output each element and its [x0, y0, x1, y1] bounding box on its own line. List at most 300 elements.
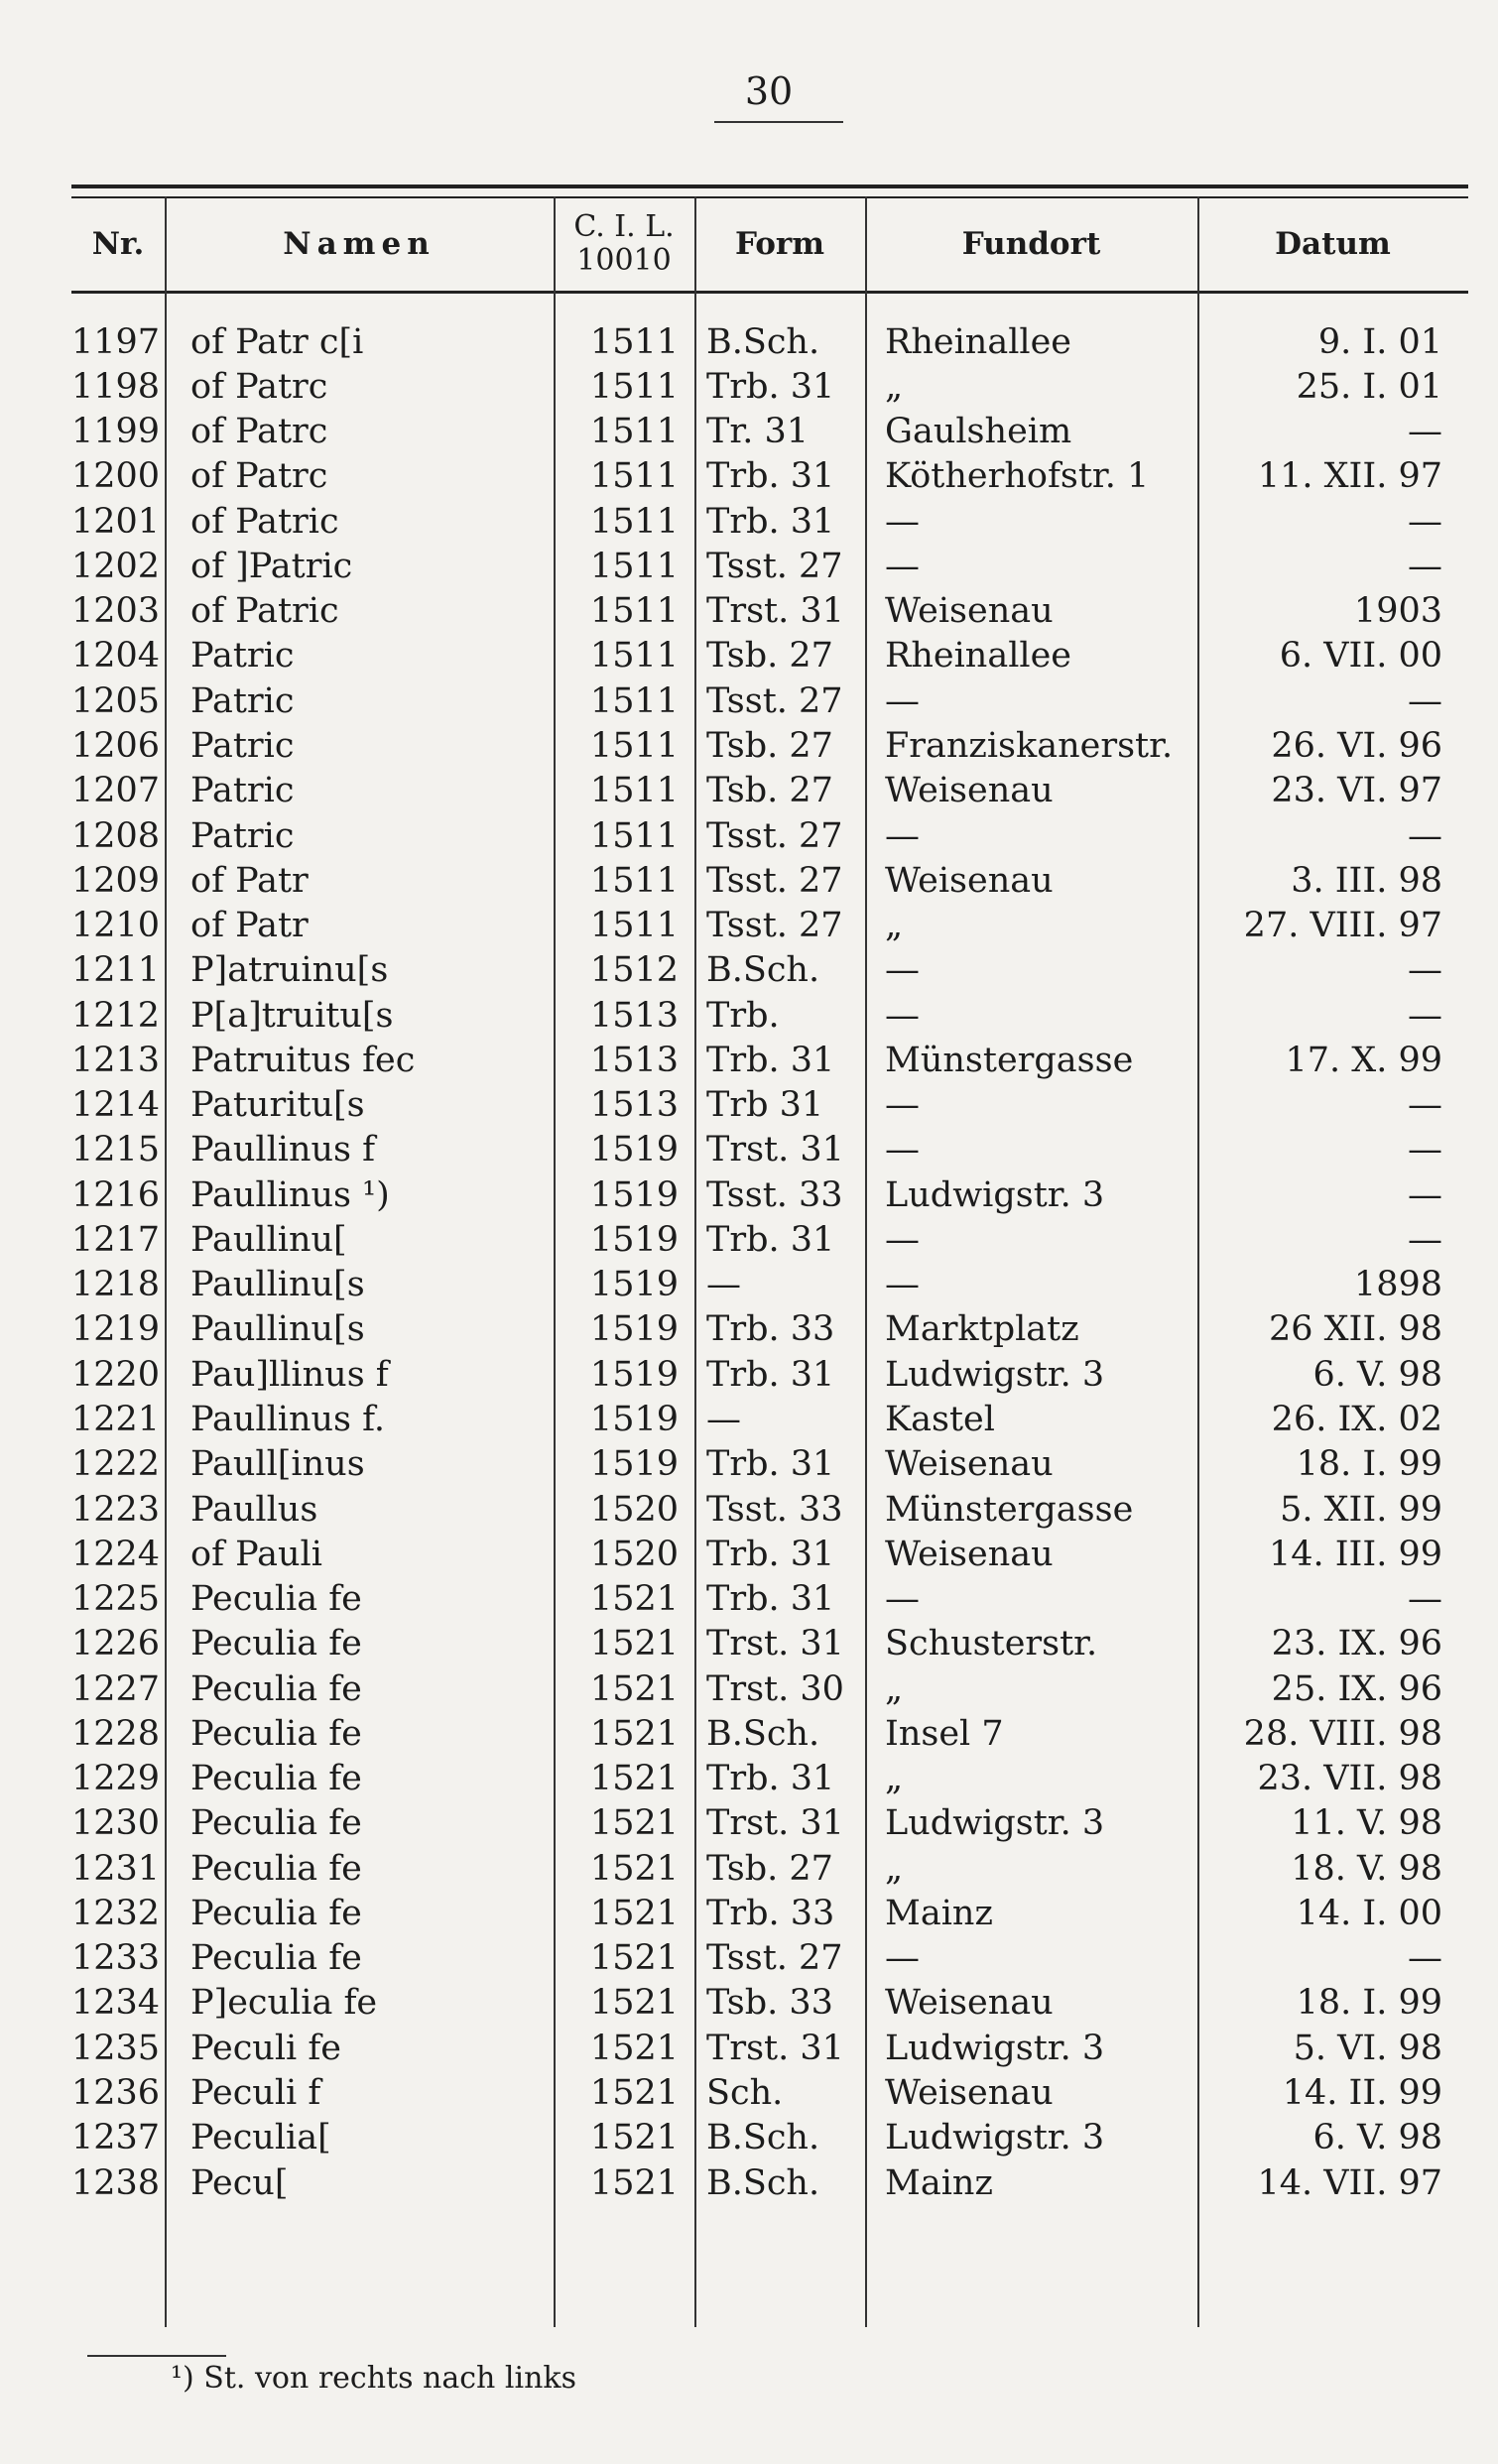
cell-cil: 1521 [589, 2072, 679, 2113]
cell-datum: 18. I. 99 [1296, 1983, 1442, 2024]
cell-nr: 1210 [71, 906, 161, 946]
cell-name: Paullinus ¹) [190, 1174, 390, 1215]
cell-fundort: Ludwigstr. 3 [885, 2118, 1105, 2158]
cell-name: of Patr [190, 906, 309, 946]
cell-fundort: Ludwigstr. 3 [885, 1174, 1105, 1215]
cell-fundort: — [885, 1130, 920, 1170]
cell-fundort: — [885, 815, 920, 856]
cell-datum: — [1408, 815, 1442, 856]
column-header-datum: Datum [1275, 226, 1391, 262]
cell-nr: 1205 [71, 680, 161, 721]
table-row [71, 2116, 1468, 2160]
cell-name: P]atruinu[s [190, 950, 389, 991]
cell-fundort: „ [885, 1759, 904, 1799]
cell-datum: 26. VI. 96 [1271, 726, 1442, 767]
cell-datum: 5. VI. 98 [1293, 2028, 1442, 2068]
cell-form: Tr. 31 [706, 412, 810, 452]
cell-name: P[a]truitu[s [190, 995, 394, 1036]
cell-nr: 1200 [71, 456, 161, 497]
cell-form: Tsst. 33 [706, 1489, 843, 1530]
table-row [71, 454, 1468, 499]
cell-nr: 1199 [71, 412, 161, 452]
cell-nr: 1209 [71, 860, 161, 901]
table-row [71, 1532, 1468, 1576]
cell-fundort: Weisenau [885, 2072, 1054, 2113]
cell-nr: 1225 [71, 1579, 161, 1620]
cell-name: Pecu[ [190, 2162, 289, 2203]
cell-cil: 1521 [589, 1803, 679, 1844]
cell-datum: 18. V. 98 [1291, 1848, 1442, 1889]
cell-fundort: — [885, 995, 920, 1036]
cell-form: Trst. 30 [706, 1668, 844, 1709]
cell-nr: 1235 [71, 2028, 161, 2068]
cell-name: Paullinus f [190, 1130, 376, 1170]
cell-cil: 1511 [589, 321, 679, 362]
cell-name: Patric [190, 636, 295, 677]
column-header-form: Form [734, 226, 825, 262]
table-row [71, 813, 1468, 858]
cell-fundort: — [885, 1219, 920, 1260]
header-bottom-rule [71, 291, 1468, 294]
cell-name: Patruitus fec [190, 1040, 416, 1080]
table-row [71, 2070, 1468, 2115]
table-row [71, 2026, 1468, 2070]
cell-name: Peculia[ [190, 2118, 331, 2158]
cell-fundort: Ludwigstr. 3 [885, 1803, 1105, 1844]
cell-cil: 1521 [589, 2162, 679, 2203]
table-row [71, 1757, 1468, 1801]
cell-cil: 1511 [589, 771, 679, 811]
cell-name: of Patrc [190, 366, 328, 407]
cell-name: of ]Patric [190, 546, 353, 586]
cell-name: of Patr c[i [190, 321, 364, 362]
cell-datum: 1898 [1353, 1265, 1442, 1305]
cell-name: Paturitu[s [190, 1085, 365, 1126]
cell-nr: 1233 [71, 1938, 161, 1979]
cell-cil: 1521 [589, 2118, 679, 2158]
cell-nr: 1226 [71, 1624, 161, 1664]
column-header-namen: Namen [283, 226, 436, 262]
cell-datum: 6. V. 98 [1312, 1354, 1442, 1395]
table-row [71, 319, 1468, 364]
table-row [71, 499, 1468, 544]
cell-name: Paullinu[ [190, 1219, 347, 1260]
cell-fundort: Mainz [885, 1893, 993, 1933]
table-row [71, 678, 1468, 723]
table-row [71, 1622, 1468, 1666]
cell-cil: 1521 [589, 1893, 679, 1933]
table-row [71, 1307, 1468, 1352]
cell-nr: 1237 [71, 2118, 161, 2158]
cell-form: Sch. [706, 2072, 784, 2113]
cell-cil: 1521 [589, 1624, 679, 1664]
cell-nr: 1224 [71, 1534, 161, 1574]
cell-fundort: Ludwigstr. 3 [885, 1354, 1105, 1395]
cell-fundort: Kötherhofstr. 1 [885, 456, 1150, 497]
cell-cil: 1519 [589, 1219, 679, 1260]
cell-cil: 1511 [589, 815, 679, 856]
cell-fundort: Gaulsheim [885, 412, 1072, 452]
table-row [71, 858, 1468, 903]
cell-nr: 1207 [71, 771, 161, 811]
table-row [71, 1936, 1468, 1981]
table-row [71, 1263, 1468, 1307]
cell-cil: 1521 [589, 1713, 679, 1754]
cell-fundort: — [885, 546, 920, 586]
cell-name: Paullinu[s [190, 1309, 365, 1350]
cell-form: Tsst. 27 [706, 1938, 843, 1979]
cell-form: Tsst. 27 [706, 906, 843, 946]
cell-datum: — [1408, 412, 1442, 452]
cell-form: Trb. 31 [706, 1444, 835, 1485]
cell-name: Patric [190, 726, 295, 767]
cell-nr: 1204 [71, 636, 161, 677]
page-number-underline [714, 121, 843, 123]
cell-datum: 26. IX. 02 [1271, 1400, 1442, 1439]
cell-nr: 1229 [71, 1759, 161, 1799]
cell-name: Peculi f [190, 2072, 321, 2113]
footnote-text: St. von rechts nach links [203, 2361, 576, 2396]
cell-form: Tsb. 27 [706, 1848, 833, 1889]
table-row [71, 903, 1468, 947]
cell-fundort: — [885, 680, 920, 721]
cell-cil: 1521 [589, 1938, 679, 1979]
cell-form: B.Sch. [706, 2118, 820, 2158]
cell-nr: 1223 [71, 1489, 161, 1530]
cell-cil: 1511 [589, 726, 679, 767]
cell-name: Patric [190, 815, 295, 856]
cell-fundort: — [885, 1265, 920, 1305]
table-row [71, 723, 1468, 768]
cell-form: Trb. 31 [706, 501, 835, 542]
cell-datum: 6. V. 98 [1312, 2118, 1442, 2158]
cell-name: Peculia fe [190, 1803, 362, 1844]
cell-cil: 1511 [589, 412, 679, 452]
cell-datum: 27. VIII. 97 [1243, 906, 1442, 946]
cell-form: Trb. 31 [706, 366, 835, 407]
cell-name: of Pauli [190, 1534, 322, 1574]
cell-form: Trb. 31 [706, 1534, 835, 1574]
cell-fundort: Münstergasse [885, 1489, 1134, 1530]
cell-fundort: Weisenau [885, 1534, 1054, 1574]
cell-cil: 1520 [589, 1489, 679, 1530]
cell-datum: 28. VIII. 98 [1243, 1713, 1442, 1754]
cell-form: B.Sch. [706, 321, 820, 362]
cell-cil: 1511 [589, 636, 679, 677]
cell-cil: 1521 [589, 1848, 679, 1889]
cell-fundort: „ [885, 1848, 904, 1889]
cell-fundort: Rheinallee [885, 636, 1072, 677]
cell-nr: 1227 [71, 1668, 161, 1709]
cell-name: of Patric [190, 591, 339, 632]
table-row [71, 1352, 1468, 1397]
cell-fundort: — [885, 1085, 920, 1126]
cell-form: Trb. 31 [706, 1040, 835, 1080]
cil-header-line1: C. I. L. [573, 209, 675, 244]
cell-form: — [706, 1400, 741, 1439]
cell-fundort: Marktplatz [885, 1309, 1079, 1350]
cell-fundort: Weisenau [885, 771, 1054, 811]
cell-fundort: — [885, 950, 920, 991]
cell-nr: 1208 [71, 815, 161, 856]
cell-name: of Patric [190, 501, 339, 542]
cell-form: Trb. 33 [706, 1309, 835, 1350]
cell-name: Peculia fe [190, 1624, 362, 1664]
cell-cil: 1521 [589, 2028, 679, 2068]
table-row [71, 1397, 1468, 1441]
cell-form: Trb. 33 [706, 1893, 835, 1933]
cell-name: of Patr [190, 860, 309, 901]
cell-name: Peculia fe [190, 1579, 362, 1620]
table-row [71, 1038, 1468, 1082]
cell-datum: 14. I. 00 [1296, 1893, 1442, 1933]
cell-cil: 1511 [589, 456, 679, 497]
cell-form: Trb. 31 [706, 1579, 835, 1620]
cell-nr: 1231 [71, 1848, 161, 1889]
table-row [71, 948, 1468, 993]
cell-cil: 1511 [589, 546, 679, 586]
cell-datum: — [1408, 950, 1442, 991]
cell-datum: 17. X. 99 [1285, 1040, 1442, 1080]
cell-nr: 1230 [71, 1803, 161, 1844]
cell-form: Trb. 31 [706, 1354, 835, 1395]
cell-nr: 1206 [71, 726, 161, 767]
cell-datum: 11. XII. 97 [1257, 456, 1442, 497]
cell-name: Peculia fe [190, 1893, 362, 1933]
cell-nr: 1217 [71, 1219, 161, 1260]
cell-nr: 1216 [71, 1174, 161, 1215]
cell-form: Tsst. 27 [706, 860, 843, 901]
cell-cil: 1511 [589, 906, 679, 946]
cell-cil: 1513 [589, 1040, 679, 1080]
cell-cil: 1520 [589, 1534, 679, 1574]
cell-datum: 25. IX. 96 [1271, 1668, 1442, 1709]
table-row [71, 634, 1468, 678]
cell-fundort: „ [885, 366, 904, 407]
cell-form: Trb 31 [706, 1085, 824, 1126]
cell-form: Trb. [706, 995, 780, 1036]
cell-cil: 1512 [589, 950, 679, 991]
cell-datum: 5. XII. 99 [1280, 1489, 1442, 1530]
cell-datum: — [1408, 680, 1442, 721]
cell-cil: 1519 [589, 1174, 679, 1215]
cell-fundort: — [885, 1579, 920, 1620]
table-row [71, 1172, 1468, 1217]
table-row [71, 1891, 1468, 1935]
column-header-fundort: Fundort [961, 226, 1101, 262]
cell-name: Patric [190, 771, 295, 811]
cell-nr: 1220 [71, 1354, 161, 1395]
cell-nr: 1218 [71, 1265, 161, 1305]
cell-datum: — [1408, 1219, 1442, 1260]
cell-cil: 1511 [589, 680, 679, 721]
cell-fundort: „ [885, 1668, 904, 1709]
cell-name: P]eculia fe [190, 1983, 378, 2024]
table-row [71, 544, 1468, 588]
cell-fundort: Schusterstr. [885, 1624, 1098, 1664]
cell-name: Paullus [190, 1489, 318, 1530]
cell-form: Trst. 31 [706, 1130, 844, 1170]
cell-cil: 1521 [589, 1668, 679, 1709]
cell-datum: 25. I. 01 [1296, 366, 1442, 407]
table-row [71, 589, 1468, 634]
cell-name: Paullinu[s [190, 1265, 365, 1305]
cell-name: Peculia fe [190, 1668, 362, 1709]
table-top-rule-thin [71, 196, 1468, 198]
table-header [71, 200, 1468, 288]
cell-cil: 1519 [589, 1354, 679, 1395]
cell-datum: 14. III. 99 [1268, 1534, 1442, 1574]
cell-cil: 1521 [589, 1579, 679, 1620]
footnote-marker: ¹) [171, 2361, 194, 2396]
cell-cil: 1513 [589, 1085, 679, 1126]
table-row [71, 1083, 1468, 1128]
cell-datum: 23. IX. 96 [1271, 1624, 1442, 1664]
cell-fundort: Kastel [885, 1400, 995, 1439]
cell-name: Peculia fe [190, 1713, 362, 1754]
cell-fundort: — [885, 1938, 920, 1979]
cell-fundort: Weisenau [885, 1983, 1054, 2024]
cell-fundort: Münstergasse [885, 1040, 1134, 1080]
cell-form: Tsst. 27 [706, 680, 843, 721]
cell-datum: 26 XII. 98 [1268, 1309, 1442, 1350]
table-row [71, 1846, 1468, 1891]
cell-datum: — [1408, 1174, 1442, 1215]
cell-cil: 1519 [589, 1130, 679, 1170]
cell-name: Paullinus f. [190, 1400, 385, 1439]
cell-name: Pau]llinus f [190, 1354, 389, 1395]
cell-cil: 1511 [589, 860, 679, 901]
cell-nr: 1228 [71, 1713, 161, 1754]
cell-cil: 1519 [589, 1444, 679, 1485]
data-table [71, 319, 1468, 2205]
cell-name: Patric [190, 680, 295, 721]
cell-form: Trb. 31 [706, 1219, 835, 1260]
cell-fundort: Franziskanerstr. [885, 726, 1174, 767]
cell-datum: — [1408, 501, 1442, 542]
cell-nr: 1219 [71, 1309, 161, 1350]
cell-fundort: Weisenau [885, 860, 1054, 901]
footnote-rule [87, 2355, 226, 2357]
cell-datum: — [1408, 546, 1442, 586]
table-row [71, 1217, 1468, 1262]
cell-name: Peculia fe [190, 1938, 362, 1979]
cell-fundort: Rheinallee [885, 321, 1072, 362]
table-row [71, 1442, 1468, 1487]
cell-name: of Patrc [190, 456, 328, 497]
cell-datum: 1903 [1353, 591, 1442, 632]
cell-form: Tsb. 27 [706, 771, 833, 811]
cell-form: Trst. 31 [706, 591, 844, 632]
cell-form: B.Sch. [706, 1713, 820, 1754]
cell-datum: — [1408, 1130, 1442, 1170]
cell-datum: 3. III. 98 [1291, 860, 1442, 901]
table-row [71, 1487, 1468, 1532]
table-top-rule [71, 185, 1468, 188]
cell-form: Trb. 31 [706, 1759, 835, 1799]
cell-nr: 1238 [71, 2162, 161, 2203]
cell-nr: 1212 [71, 995, 161, 1036]
cell-nr: 1202 [71, 546, 161, 586]
cell-cil: 1519 [589, 1400, 679, 1439]
cell-form: B.Sch. [706, 2162, 820, 2203]
cell-cil: 1519 [589, 1309, 679, 1350]
cell-fundort: Ludwigstr. 3 [885, 2028, 1105, 2068]
cell-form: Tsst. 27 [706, 815, 843, 856]
cell-nr: 1197 [71, 321, 161, 362]
footnote [171, 2361, 576, 2396]
page-number: 30 [744, 69, 794, 113]
cell-nr: 1203 [71, 591, 161, 632]
cell-cil: 1511 [589, 366, 679, 407]
cell-cil: 1521 [589, 1759, 679, 1799]
cell-datum: — [1408, 1938, 1442, 1979]
table-row [71, 364, 1468, 409]
cell-datum: 18. I. 99 [1296, 1444, 1442, 1485]
cell-fundort: Insel 7 [885, 1713, 1004, 1754]
column-header-cil [554, 200, 694, 288]
table-row [71, 993, 1468, 1038]
cell-form: Tsst. 27 [706, 546, 843, 586]
cell-form: — [706, 1265, 741, 1305]
cell-cil: 1513 [589, 995, 679, 1036]
cell-form: Tsst. 33 [706, 1174, 843, 1215]
cell-nr: 1232 [71, 1893, 161, 1933]
cell-name: Peculia fe [190, 1848, 362, 1889]
cell-nr: 1214 [71, 1085, 161, 1126]
table-row [71, 1981, 1468, 2026]
cell-fundort: Weisenau [885, 591, 1054, 632]
column-header-nr: Nr. [91, 226, 145, 262]
cell-cil: 1521 [589, 1983, 679, 2024]
cell-nr: 1234 [71, 1983, 161, 2024]
cell-name: Peculi fe [190, 2028, 342, 2068]
cell-form: Trst. 31 [706, 1803, 844, 1844]
cell-cil: 1519 [589, 1265, 679, 1305]
cell-datum: — [1408, 995, 1442, 1036]
cell-nr: 1236 [71, 2072, 161, 2113]
table-row [71, 1576, 1468, 1621]
cell-datum: 11. V. 98 [1291, 1803, 1442, 1844]
cell-form: Trst. 31 [706, 1624, 844, 1664]
table-row [71, 410, 1468, 454]
cell-datum: — [1408, 1579, 1442, 1620]
cell-cil: 1511 [589, 501, 679, 542]
cell-nr: 1222 [71, 1444, 161, 1485]
cell-nr: 1201 [71, 501, 161, 542]
table-row [71, 1128, 1468, 1172]
cell-form: Trb. 31 [706, 456, 835, 497]
table-row [71, 2160, 1468, 2205]
cell-datum: 14. II. 99 [1282, 2072, 1442, 2113]
cell-datum: 14. VII. 97 [1257, 2162, 1442, 2203]
cell-name: Paull[inus [190, 1444, 365, 1485]
cell-form: Trst. 31 [706, 2028, 844, 2068]
cell-fundort: Mainz [885, 2162, 993, 2203]
table-row [71, 1711, 1468, 1756]
cell-nr: 1211 [71, 950, 161, 991]
cell-name: of Patrc [190, 412, 328, 452]
cell-nr: 1198 [71, 366, 161, 407]
cell-datum: — [1408, 1085, 1442, 1126]
cell-form: Tsb. 27 [706, 726, 833, 767]
table-row [71, 769, 1468, 813]
cell-fundort: Weisenau [885, 1444, 1054, 1485]
cell-fundort: „ [885, 906, 904, 946]
cell-nr: 1215 [71, 1130, 161, 1170]
cell-datum: 9. I. 01 [1317, 321, 1442, 362]
cell-nr: 1213 [71, 1040, 161, 1080]
